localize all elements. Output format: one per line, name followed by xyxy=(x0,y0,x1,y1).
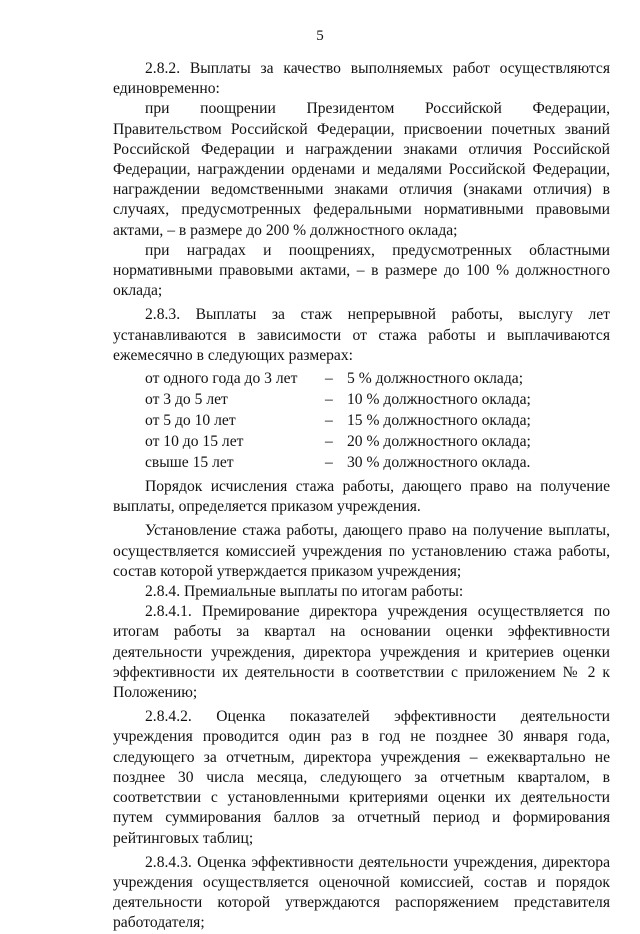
table-row xyxy=(113,368,610,389)
table-cell-rate: 5 % должностного оклада; xyxy=(347,370,524,388)
table-row xyxy=(113,389,610,410)
table-cell-rate: 10 % должностного оклада; xyxy=(347,391,531,409)
table-cell-dash: – xyxy=(325,412,333,430)
paragraph: при поощрении Президентом Российской Федерации, Правительством Российской Федерации, присвоении почетных званий Российской Федерации и награждении знаками отличия Российской Федерации, награждении орденами и медалями Российской Федерации, награждении ведомственными знаками отличия (знаками отличия) в случаях, предусмотренных федеральными нормативными правовыми актами, – в размере до 200 % должностного оклада; xyxy=(113,100,610,239)
table-cell-dash: – xyxy=(325,370,333,388)
table-cell-dash: – xyxy=(325,433,333,451)
paragraph: 2.8.4.3. Оценка эффективности деятельности учреждения, директора учреждения осуществляется оценочной комиссией, состав и порядок деятельности которой утверждаются распоряжением представителя работодателя; xyxy=(113,853,610,932)
table-cell-rate: 20 % должностного оклада; xyxy=(347,433,531,451)
table-cell-rate: 30 % должностного оклада. xyxy=(347,454,531,472)
paragraph: 2.8.3. Выплаты за стаж непрерывной работы, выслугу лет устанавливаются в зависимости от стажа работы и выплачиваются ежемесячно в следующих размерах: xyxy=(113,306,610,364)
table-row xyxy=(113,431,610,452)
table-cell-period: от 3 до 5 лет xyxy=(145,391,228,409)
paragraph: 2.8.4.1. Премирование директора учреждения осуществляется по итогам работы за квартал на основании оценки эффективности деятельности учреждения, директора учреждения и критериев оценки эффективности их деятельности в соответствии с приложением № 2 к Положению; xyxy=(113,603,610,702)
paragraph: при наградах и поощрениях, предусмотренных областными нормативными правовыми актами, – в размере до 100 % должностного оклада; xyxy=(113,241,610,300)
page-number: 5 xyxy=(316,28,324,44)
paragraph: 2.8.2. Выплаты за качество выполняемых работ осуществляются единовременно: xyxy=(113,60,610,98)
document-body xyxy=(113,59,610,934)
table-cell-dash: – xyxy=(325,391,333,409)
table-cell-dash: – xyxy=(325,454,333,472)
table-cell-period: свыше 15 лет xyxy=(145,454,234,472)
table-cell-period: от 5 до 10 лет xyxy=(145,412,236,430)
paragraph: 2.8.4. Премиальные выплаты по итогам работы: xyxy=(145,583,464,601)
seniority-table xyxy=(113,368,610,473)
table-cell-rate: 15 % должностного оклада; xyxy=(347,412,531,430)
table-row xyxy=(113,452,610,473)
table-cell-period: от одного года до 3 лет xyxy=(145,370,298,388)
paragraph: Порядок исчисления стажа работы, дающего право на получение выплаты, определяется приказом учреждения. xyxy=(113,478,610,516)
paragraph: Установление стажа работы, дающего право на получение выплаты, осуществляется комиссией учреждения по установлению стажа работы, состав которой утверждается приказом учреждения; xyxy=(113,522,610,580)
table-cell-period: от 10 до 15 лет xyxy=(145,433,244,451)
table-row xyxy=(113,410,610,431)
paragraph: 2.8.4.2. Оценка показателей эффективности деятельности учреждения проводится один раз в год не позднее 30 января года, следующего за отчетным, директора учреждения – ежеквартально не позднее 30 числа месяца, следующего за отчетным кварталом, в соответствии с установленными критериями оценки их деятельности путем суммирования баллов за отчетный период и формирования рейтинговых таблиц; xyxy=(113,708,610,847)
